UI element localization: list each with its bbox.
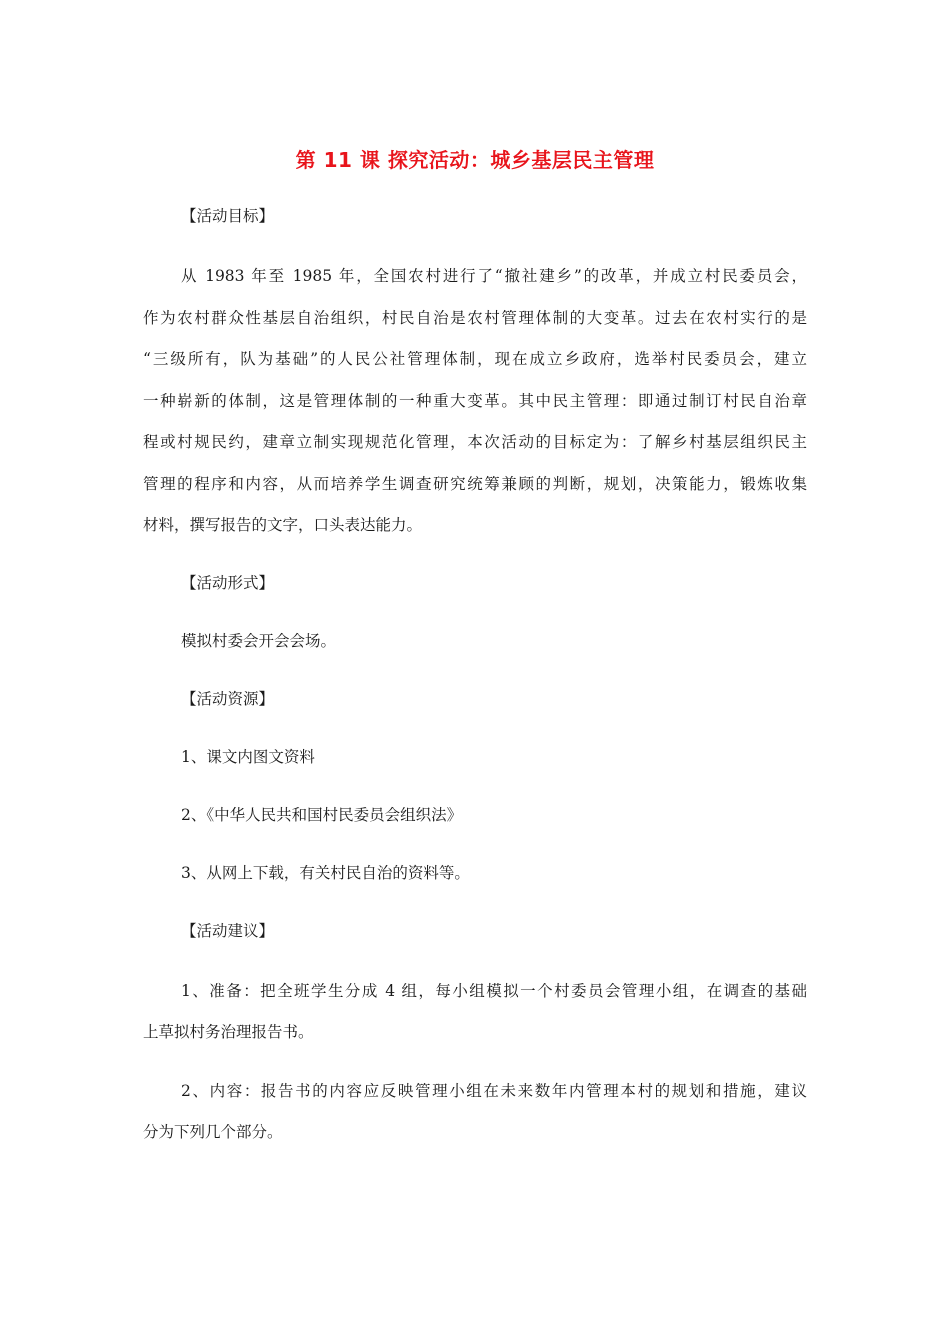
goal-paragraph-line: 作为农村群众性基层自治组织，村民自治是农村管理体制的大变革。过去在农村实行的是 [143,309,807,327]
goal-paragraph-line: 材料，撰写报告的文字，口头表达能力。 [143,516,423,534]
suggestion-item-line: 上草拟村务治理报告书。 [143,1023,314,1041]
goal-paragraph-line: 一种崭新的体制，这是管理体制的一种重大变革。其中民主管理：即通过制订村民自治章 [143,392,807,410]
section-heading-goal: 【活动目标】 [181,207,275,225]
section-heading-suggestions: 【活动建议】 [181,922,275,940]
suggestion-item-line: 1、准备：把全班学生分成 4 组，每小组模拟一个村委员会管理小组，在调查的基础 [181,982,807,1000]
resource-item: 1、课文内图文资料 [181,748,315,766]
suggestion-item-line: 分为下列几个部分。 [143,1123,283,1141]
resource-item: 2、《中华人民共和国村民委员会组织法》 [181,806,463,824]
goal-paragraph-line: 管理的程序和内容，从而培养学生调查研究统筹兼顾的判断，规划，决策能力，锻炼收集 [143,475,807,493]
goal-paragraph-line: 程或村规民约，建章立制实现规范化管理，本次活动的目标定为：了解乡村基层组织民主 [143,433,807,451]
goal-paragraph-line: “三级所有，队为基础”的人民公社管理体制，现在成立乡政府，选举村民委员会，建立 [143,350,807,368]
document-title: 第 11 课 探究活动：城乡基层民主管理 [295,148,655,172]
goal-paragraph-line: 从 1983 年至 1985 年，全国农村进行了“撤社建乡”的改革，并成立村民委员会， [181,267,807,285]
resource-item: 3、从网上下载，有关村民自治的资料等。 [181,864,470,882]
section-heading-form: 【活动形式】 [181,574,275,592]
form-text: 模拟村委会开会会场。 [181,632,337,650]
suggestion-item-line: 2、内容：报告书的内容应反映管理小组在未来数年内管理本村的规划和措施，建议 [181,1082,807,1100]
section-heading-resources: 【活动资源】 [181,690,275,708]
